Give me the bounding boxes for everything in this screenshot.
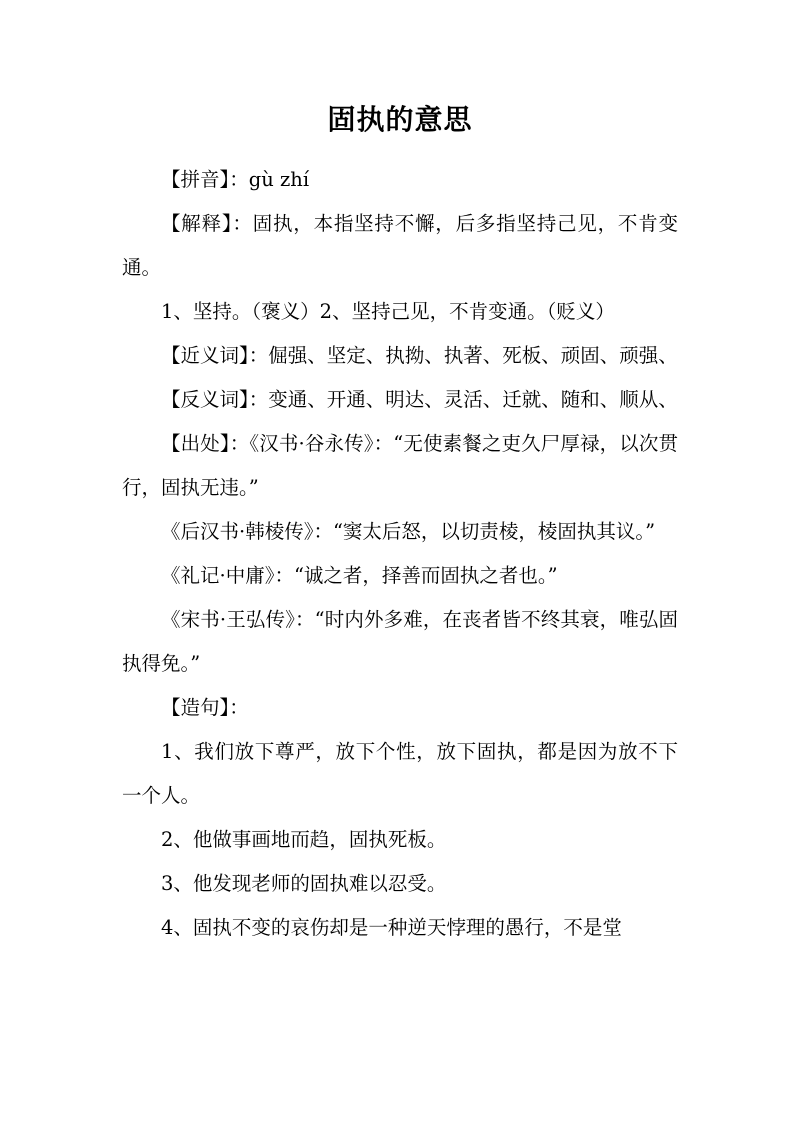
synonyms-paragraph: 【近义词】：倔强、坚定、执拗、执著、死板、顽固、顽强、 (161, 344, 678, 367)
pinyin-paragraph: 【拼音】：gù zhí (161, 168, 310, 191)
example-sentence-4: 4、固执不变的哀伤却是一种逆天悖理的愚行，不是堂 (161, 916, 622, 939)
definition-paragraph: 【解释】：固执，本指坚持不懈，后多指坚持己见，不肯变通。 (122, 212, 678, 279)
source-paragraph-hanshu: 【出处】：《汉书·谷永传》：“无使素餐之吏久尸厚禄，以次贯行，固执无违。” (122, 432, 678, 499)
example-sentence-2: 2、他做事画地而趋，固执死板。 (161, 828, 447, 851)
example-sentence-3: 3、他发现老师的固执难以忍受。 (161, 872, 447, 895)
source-paragraph-liji: 《礼记·中庸》：“诚之者，择善而固执之者也。” (161, 564, 558, 587)
meanings-paragraph: 1、坚持。（褒义）2、坚持己见，不肯变通。（贬义） (161, 300, 615, 323)
source-paragraph-houhanshu: 《后汉书·韩棱传》：“窦太后怒，以切责棱，棱固执其议。” (161, 520, 656, 543)
example-sentences-heading: 【造句】： (161, 696, 249, 719)
example-sentence-1: 1、我们放下尊严，放下个性，放下固执，都是因为放不下一个人。 (122, 740, 678, 807)
source-paragraph-songshu: 《宋书·王弘传》：“时内外多难，在丧者皆不终其衰，唯弘固执得免。” (122, 608, 678, 675)
document-title: 固执的意思 (327, 103, 473, 136)
antonyms-paragraph: 【反义词】：变通、开通、明达、灵活、迁就、随和、顺从、 (161, 388, 678, 411)
